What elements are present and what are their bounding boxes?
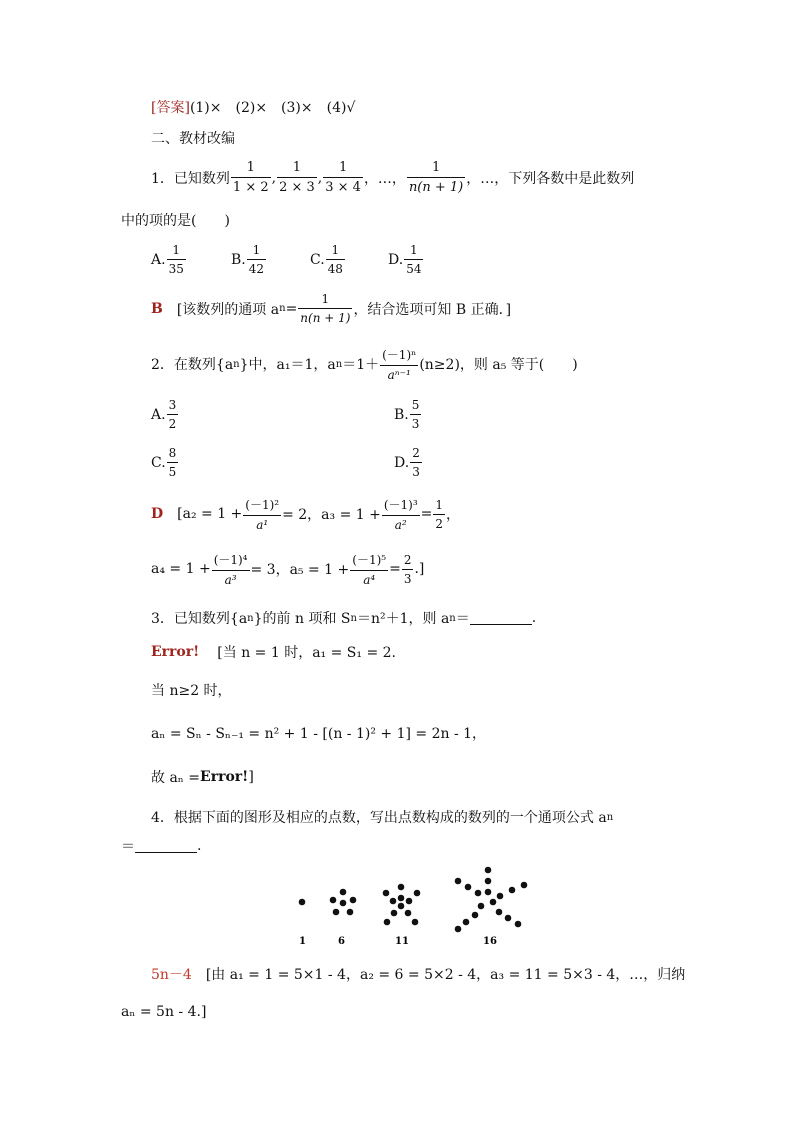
answer-tag: [答案] xyxy=(151,100,190,116)
q3-solution-line4: 故 aₙ = Error! ] xyxy=(151,769,254,786)
q1-term-n: $\frac{1}{n(n + 1)}$ xyxy=(408,160,464,195)
q2-option-c: C. $\frac{8}{5}$ xyxy=(151,446,177,479)
q1-option-b: B. $\frac{1}{42}$ xyxy=(231,243,265,276)
q1-line2: 中的项的是( ) xyxy=(121,213,230,229)
dot-pattern-figure xyxy=(290,860,540,950)
q1-lead: 1．已知数列 xyxy=(151,170,230,187)
q4-stem-line1: 4．根据下面的图形及相应的点数，写出点数构成的数列的一个通项公式 a n xyxy=(151,810,614,826)
q2-option-d: D. $\frac{2}{3}$ xyxy=(394,446,420,479)
section-title: 二、教材改编 xyxy=(151,131,235,147)
q4-solution-line1: 5n－4 [由 a₁ = 1 = 5×1 - 4，a₂ = 6 = 5×2 - 4，a₃ = 11 = 5×3 - 4，…，归纳 xyxy=(151,964,685,984)
q1-solution: B [该数列的通项 a n = $\frac{1}{n(n + 1)}$ ，结合选项可知 B 正确．] xyxy=(151,292,512,325)
q1-solution-letter: B xyxy=(151,300,163,317)
q1-term-1: $\frac{1}{1 \times 2}$ xyxy=(232,160,269,195)
q3-answer-blank xyxy=(470,612,532,625)
q2-solution-letter: D xyxy=(151,506,164,522)
q3-solution-line3: aₙ = Sₙ - Sₙ₋₁ = n² + 1 - [(n - 1)² + 1] = 2n - 1， xyxy=(151,726,487,742)
q1-option-d: D. $\frac{1}{54}$ xyxy=(388,243,422,276)
q4-solution-line2: aₙ = 5n - 4.] xyxy=(121,1004,207,1020)
q1-option-c: C. $\frac{1}{48}$ xyxy=(310,243,343,276)
q1-term-2: $\frac{1}{2 \times 3}$ xyxy=(279,160,315,195)
q1-tail: ，…，下列各数中是此数列 xyxy=(466,170,635,187)
q3-stem: 3．已知数列{a n }的前 n 项和 S n ＝n²＋1，则 a n ＝ . xyxy=(151,610,537,627)
dot-group-16 xyxy=(455,867,528,933)
answer-items: (1)× (2)× (3)× (4)√ xyxy=(189,100,356,116)
q2-option-a: A. $\frac{3}{2}$ xyxy=(151,398,177,431)
figure-label-16: 16 xyxy=(483,936,497,947)
figure-label-6: 6 xyxy=(338,936,345,947)
q1-ellipsis: ，…， xyxy=(363,170,406,187)
q3-solution-line2: 当 n≥2 时， xyxy=(151,683,232,699)
q1-stem: 1．已知数列 $\frac{1}{1 \times 2}$ , $\frac{1}{2 \times 3}$ , $\frac{1}{3 \times 4}$ ，…， $\frac{1}{n(n + 1)}$ ，…，下列各数中是此数列 xyxy=(151,160,635,195)
q1-option-a: A. $\frac{1}{35}$ xyxy=(151,243,184,276)
q4-stem-line2: ＝ . xyxy=(121,838,202,855)
q3-error-word: Error! xyxy=(151,644,200,660)
figure-label-11: 11 xyxy=(395,936,409,947)
figure-label-1: 1 xyxy=(299,936,306,947)
dot-group-11 xyxy=(383,884,421,926)
q2-stem: 2．在数列{a n }中，a₁＝1，a n ＝1＋ $\frac{\text{(－1)ⁿ}}{\text{aⁿ⁻¹}}$ (n≥2)，则 a₅ 等于( ) xyxy=(151,348,578,382)
answer-line xyxy=(151,101,355,115)
q2-option-b: B. $\frac{5}{3}$ xyxy=(394,398,420,431)
q1-term-3: $\frac{1}{3 \times 4}$ xyxy=(325,160,361,195)
q3-solution-line1: Error! [当 n = 1 时，a₁ = S₁ = 2. xyxy=(151,644,396,661)
q4-answer-blank xyxy=(135,840,197,853)
q2-solution-line2: a₄ = 1 + $\frac{\text{(－1)⁴}}{\text{a³}}$ = 3，a₅ = 1 + $\frac{\text{(－1)⁵}}{\text{a⁴}}$ = $\frac{2}{3}$ .] xyxy=(151,552,425,587)
q2-solution-line1: D [a₂ = 1 + $\frac{\text{(－1)²}}{\text{a¹}}$ = 2，a₃ = 1 + $\frac{\text{(－1)³}}{\text{a²}}$ = $\frac{1}{2}$ ， xyxy=(151,497,461,532)
dot-group-1 xyxy=(299,899,306,906)
q4-answer: 5n－4 xyxy=(151,967,192,983)
dot-group-6 xyxy=(330,889,357,916)
